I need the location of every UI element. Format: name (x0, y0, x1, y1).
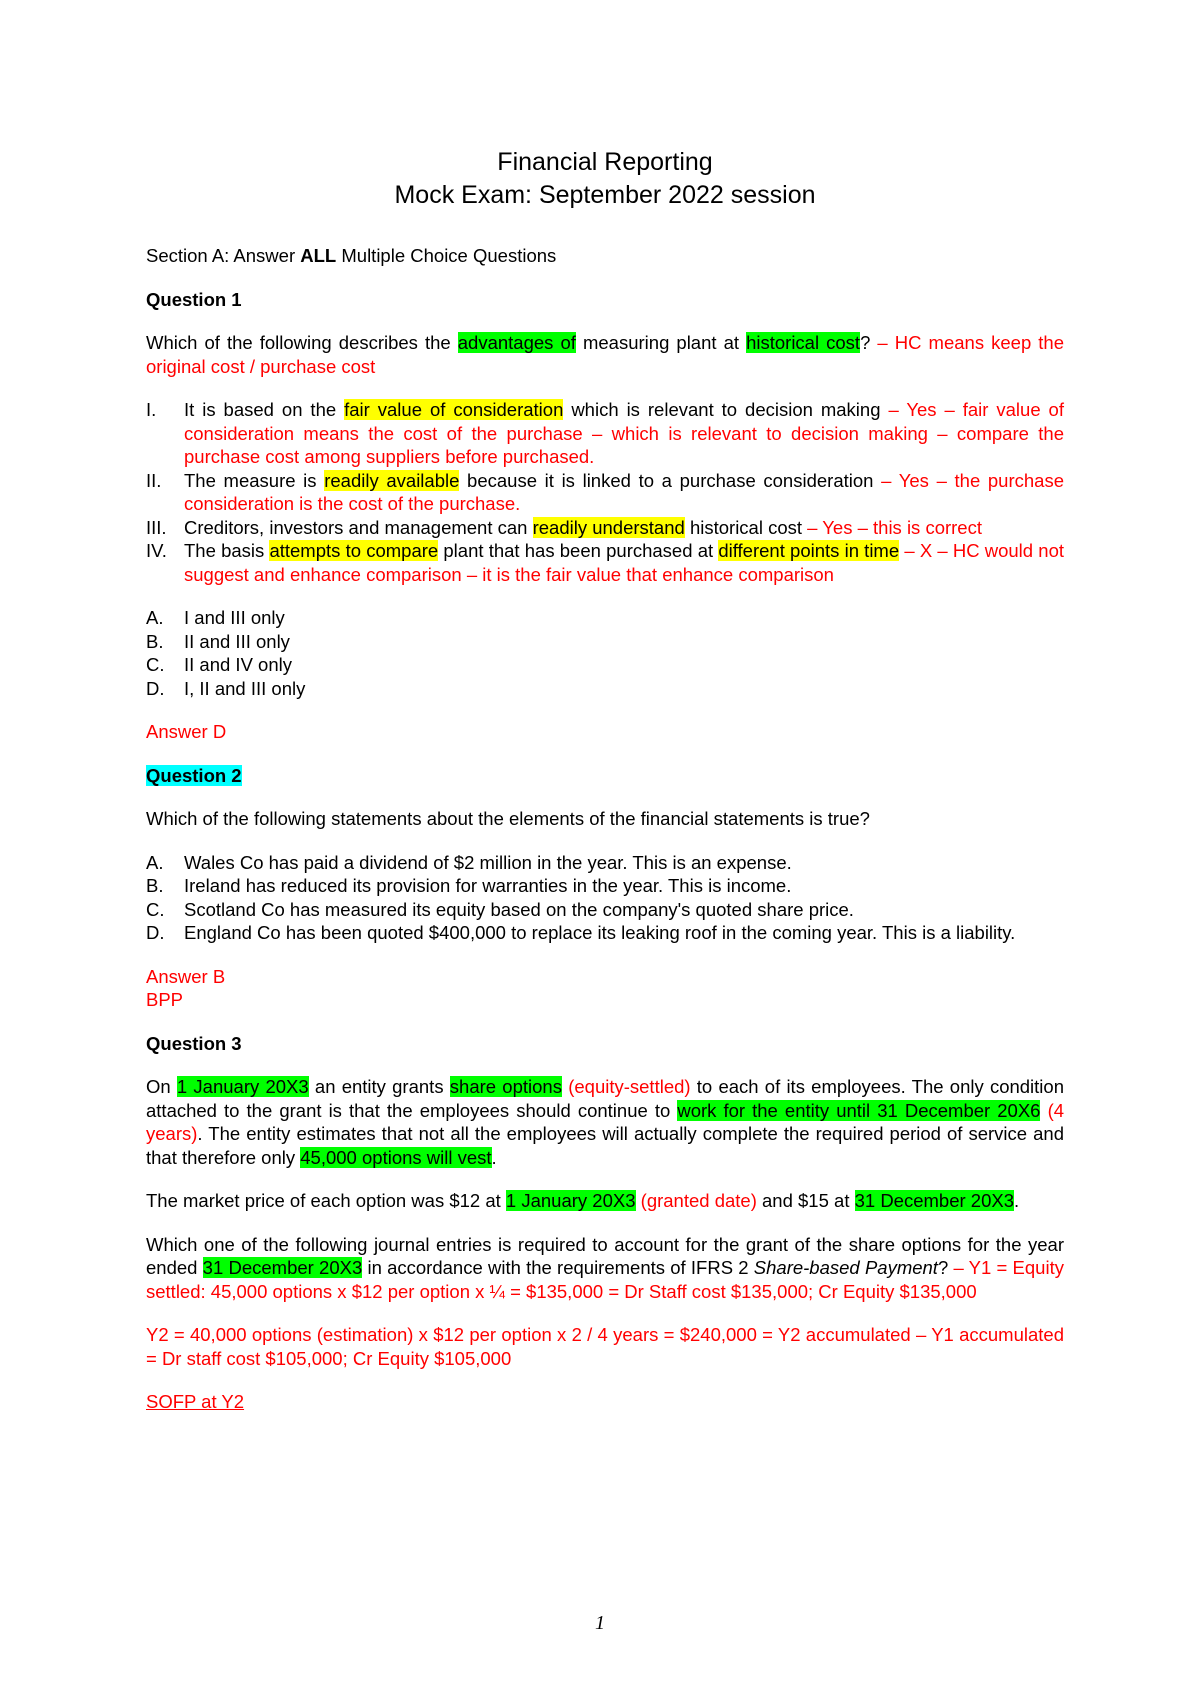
annotation: – HC means keep the original cost / purchase cost (146, 332, 1065, 377)
question-1-stem: Which of the following describes the advantages of measuring plant at historical cost? – HC means keep the original cost / purchase cost (146, 332, 1065, 377)
statement-item: II. The measure is readily available because it is linked to a purchase consideration – Yes – the purchase consideration is the cost of the purchase. (146, 469, 1064, 514)
statement-item: III. Creditors, investors and management can readily understand historical cost – Yes – this is correct (146, 516, 982, 538)
annotation: – X – HC would not suggest and enhance comparison – it is the fair value that enhance comparison (184, 540, 1064, 585)
document-title (146, 146, 1064, 212)
page-number: 1 (595, 1612, 605, 1634)
annotation: – Yes – the purchase consideration is the cost of the purchase. (184, 469, 1064, 514)
annotation: – Y1 = Equity settled: 45,000 options x $12 per option x ¼ = $135,000 = Dr Staff cost $135,000; Cr Equity $135,000 (146, 1257, 1064, 1302)
highlight: readily available (324, 469, 460, 491)
question-1-heading: Question 1 (146, 288, 242, 310)
annotation: (equity-settled) (568, 1076, 691, 1097)
highlight: 31 December 20X3 (854, 1190, 1015, 1211)
highlight: fair value of consideration (344, 399, 564, 420)
highlight: attempts to compare (269, 540, 439, 561)
option-item: A. Wales Co has paid a dividend of $2 million in the year. This is an expense. (146, 851, 792, 873)
question-2-source: BPP (146, 989, 184, 1010)
title-line-2: Mock Exam: September 2022 session (394, 181, 816, 209)
question-1-options (146, 606, 1064, 700)
highlight: 45,000 options will vest (300, 1146, 492, 1168)
annotation: (4 years) (146, 1099, 1065, 1144)
question-1-answer: Answer D (146, 721, 227, 742)
highlight: 1 January 20X3 (505, 1190, 636, 1211)
statement-item: IV. The basis attempts to compare plant that has been purchased at different points in time – X – HC would not suggest and enhance comparison – it is the fair value that enhance comparison (146, 540, 1064, 585)
highlight: advantages of (457, 332, 576, 353)
statement-item: I. It is based on the fair value of consideration which is relevant to decision making – Yes – fair value of consideration means the cost of the purchase – which is relevant to decision making – compare the purchase cost among suppliers before purchased. (146, 399, 1064, 467)
option-item: D. I, II and III only (146, 677, 306, 699)
section-a-instruction: Section A: Answer ALL Multiple Choice Questions (146, 245, 557, 266)
highlight: historical cost (746, 332, 861, 353)
question-3-paragraph-4: Y2 = 40,000 options (estimation) x $12 per option x 2 / 4 years = $240,000 = Y2 accumulated – Y1 accumulated = Dr staff cost $105,000; Cr Equity $105,000 (146, 1324, 1064, 1369)
highlight: different points in time (718, 540, 900, 561)
annotation: (granted date) (640, 1190, 757, 1211)
highlight: 31 December 20X3 (202, 1257, 363, 1278)
question-2-heading: Question 2 (146, 764, 242, 786)
option-item: D. England Co has been quoted $400,000 to replace its leaking roof in the coming year. This is a liability. (146, 922, 1016, 943)
option-item: B. II and III only (146, 630, 290, 652)
question-3-paragraph-3: Which one of the following journal entries is required to account for the grant of the share options for the year ended 31 December 20X3 in accordance with the requirements of IFRS 2 Share-based Payment? – Y1 = Equity settled: 45,000 options x $12 per option x ¼ = $135,000 = Dr Staff cost $135,000; Cr Equity $135,000 (146, 1233, 1064, 1302)
question-2-answer: Answer B (146, 965, 226, 987)
highlight: work for the entity until 31 December 20X6 (677, 1099, 1041, 1121)
question-2-stem: Which of the following statements about the elements of the financial statements is true? (146, 808, 870, 829)
option-item: C. Scotland Co has measured its equity based on the company's quoted share price. (146, 898, 854, 920)
question-3-heading: Question 3 (146, 1032, 242, 1054)
title-line-1: Financial Reporting (497, 148, 713, 176)
option-item: B. Ireland has reduced its provision for warranties in the year. This is income. (146, 875, 792, 896)
highlight: 1 January 20X3 (176, 1076, 309, 1097)
question-3-paragraph-1: On 1 January 20X3 an entity grants share options (equity-settled) to each of its employees. The only condition attached to the grant is that the employees should continue to work for the entity until 31 December 20X6 (4 years). The entity estimates that not all the employees will actually complete the required period of service and that therefore only 45,000 options will vest. (146, 1076, 1065, 1168)
sofp-heading: SOFP at Y2 (146, 1391, 245, 1412)
highlight: readily understand (532, 516, 685, 538)
option-item: C. II and IV only (146, 654, 292, 675)
annotation: – Yes – fair value of consideration means the cost of the purchase – which is relevant to decision making – compare the purchase cost among suppliers before purchased. (184, 399, 1064, 467)
annotation: – Yes – this is correct (807, 516, 982, 538)
question-3-paragraph-2: The market price of each option was $12 at 1 January 20X3 (granted date) and $15 at 31 December 20X3. (146, 1190, 1020, 1211)
page-content (146, 146, 1064, 1414)
question-1-statements (146, 398, 1064, 586)
option-item: A. I and III only (146, 607, 285, 628)
highlight: share options (449, 1076, 562, 1097)
question-2-options (146, 851, 1064, 945)
